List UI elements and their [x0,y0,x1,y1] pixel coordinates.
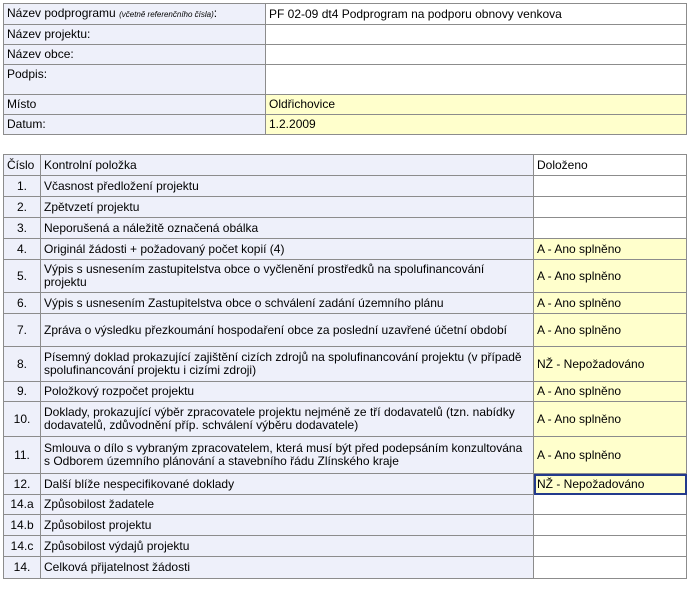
signature-cell[interactable] [266,65,687,95]
row-status-cell[interactable] [534,536,687,557]
place-cell[interactable]: Oldřichovice [266,95,687,115]
row-number: 1. [4,176,41,197]
row-item: Položkový rozpočet projektu [41,382,534,402]
row-number: 11. [4,437,41,474]
row-item: Písemný doklad prokazující zajištění cizích zdrojů na spolufinancování projektu (v případě spolufinancování projektu i cizími zdroji) [41,347,534,382]
row-item: Způsobilost žadatele [41,495,534,515]
row-item: Další blíže nespecifikované doklady [41,474,534,495]
date-label: Datum: [4,115,266,135]
row-number: 4. [4,239,41,260]
row-status-cell[interactable] [534,218,687,239]
row-item: Neporušená a náležitě označená obálka [41,218,534,239]
item-column-header: Kontrolní položka [41,155,534,176]
checklist-row [4,347,687,382]
row-status-cell[interactable]: A - Ano splněno [534,293,687,314]
checklist-row [4,437,687,474]
row-number: 12. [4,474,41,495]
row-number: 9. [4,382,41,402]
row-status-cell[interactable]: A - Ano splněno [534,402,687,437]
row-number: 14.c [4,536,41,557]
row-status-cell[interactable] [534,515,687,536]
row-status-cell-selected[interactable]: NŽ - Nepožadováno [534,474,687,495]
row-item: Smlouva o dílo s vybraným zpracovatelem, která musí být před podepsáním konzultována s Odborem územního plánování a stavebního řádu Zlínského kraje [41,437,534,474]
checklist-row [4,260,687,293]
row-status-cell[interactable]: A - Ano splněno [534,382,687,402]
row-status-cell[interactable] [534,197,687,218]
row-number: 14.a [4,495,41,515]
place-label: Místo [4,95,266,115]
date-cell[interactable]: 1.2.2009 [266,115,687,135]
row-number: 7. [4,314,41,347]
checklist-header-row [4,155,687,176]
checklist-row [4,382,687,402]
row-item: Včasnost předložení projektu [41,176,534,197]
signature-label: Podpis: [4,65,266,95]
row-item: Výpis s usnesením Zastupitelstva obce o schválení zadání územního plánu [41,293,534,314]
project-header-table [3,3,687,135]
checklist-row [4,495,687,515]
checklist-row [4,218,687,239]
municipality-name-cell[interactable] [266,45,687,65]
row-status-cell[interactable]: NŽ - Nepožadováno [534,347,687,382]
row-status-cell[interactable] [534,557,687,579]
project-name-label: Název projektu: [4,25,266,45]
program-name-cell[interactable]: PF 02-09 dt4 Podprogram na podporu obnovy venkova [266,4,687,25]
project-name-cell[interactable] [266,25,687,45]
row-item: Způsobilost výdajů projektu [41,536,534,557]
checklist-row [4,402,687,437]
row-item: Celková přijatelnost žádosti [41,557,534,579]
row-status-cell[interactable] [534,176,687,197]
checklist-row [4,474,687,495]
row-number: 14.b [4,515,41,536]
checklist-row [4,293,687,314]
row-item: Originál žádosti + požadovaný počet kopií (4) [41,239,534,260]
checklist-row [4,176,687,197]
row-status-cell[interactable]: A - Ano splněno [534,239,687,260]
program-name-colon: : [213,6,218,20]
checklist-row [4,239,687,260]
municipality-name-label: Název obce: [4,45,266,65]
program-name-label [4,4,266,25]
checklist-row [4,557,687,579]
row-item: Doklady, prokazující výběr zpracovatele projektu nejméně ze tří dodavatelů (tzn. nabídky dodavatelů, zdůvodnění příp. schválení výběru dodavatele) [41,402,534,437]
program-name-label-text: Název podprogramu [7,6,116,20]
row-number: 2. [4,197,41,218]
row-item: Výpis s usnesením zastupitelstva obce o vyčlenění prostředků na spolufinancování projektu [41,260,534,293]
row-number: 10. [4,402,41,437]
checklist-row [4,197,687,218]
checklist-row [4,515,687,536]
row-item: Zpětvzetí projektu [41,197,534,218]
row-status-cell[interactable]: A - Ano splněno [534,437,687,474]
checklist-row [4,314,687,347]
program-name-note: (včetně referenčního čísla) [119,10,214,19]
row-number: 6. [4,293,41,314]
checklist-table [3,154,687,579]
row-item: Způsobilost projektu [41,515,534,536]
status-column-header: Doloženo [534,155,687,176]
checklist-row [4,536,687,557]
row-status-cell[interactable]: A - Ano splněno [534,314,687,347]
row-number: 14. [4,557,41,579]
number-column-header: Číslo [4,155,41,176]
row-status-cell[interactable]: A - Ano splněno [534,260,687,293]
row-item: Zpráva o výsledku přezkoumání hospodaření obce za poslední uzavřené účetní období [41,314,534,347]
row-number: 5. [4,260,41,293]
row-number: 8. [4,347,41,382]
row-number: 3. [4,218,41,239]
row-status-cell[interactable] [534,495,687,515]
